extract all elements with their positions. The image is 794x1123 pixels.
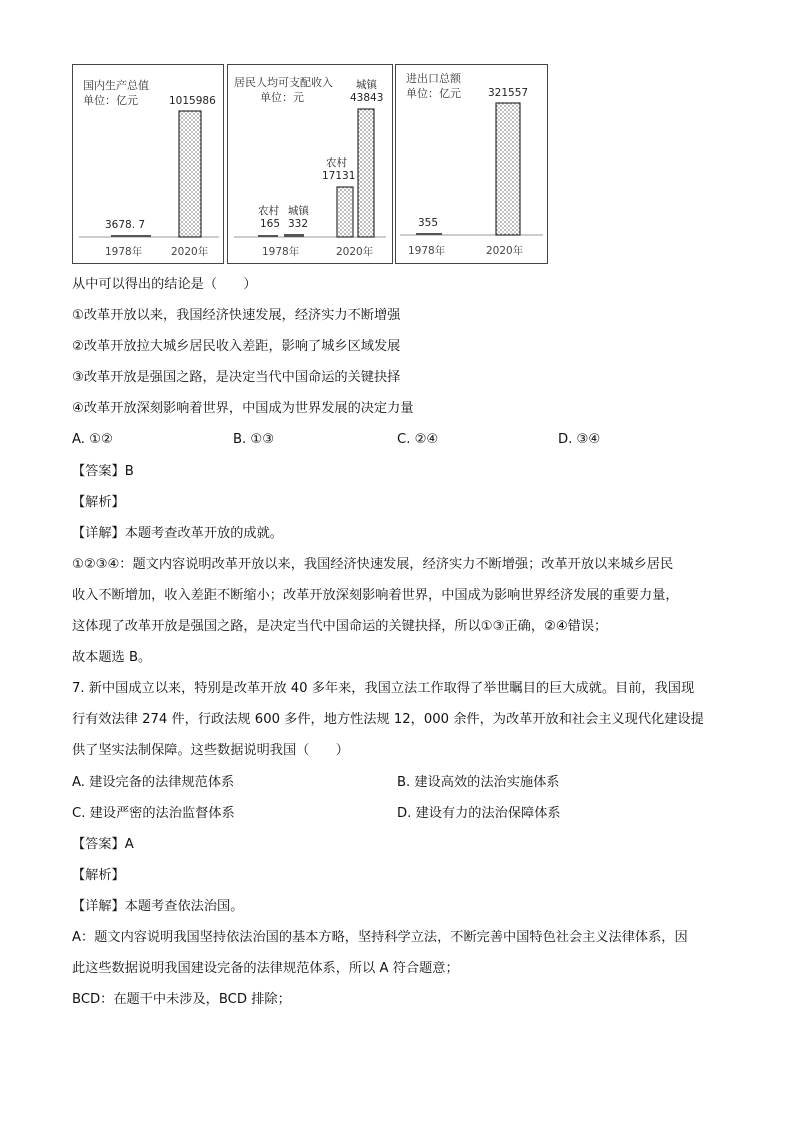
gdp-bar-2020 xyxy=(179,111,201,237)
q6-option-d: D. ③④ xyxy=(558,432,601,447)
q7-option-c: C. 建设严密的法治监督体系 xyxy=(72,806,235,821)
q6-statement-4: ④改革开放深刻影响着世界，中国成为世界发展的决定力量 xyxy=(72,401,414,416)
income-value-urban-2020: 43843 xyxy=(350,92,384,104)
gdp-value-1978: 3678. 7 xyxy=(105,219,146,231)
q6-stem: 从中可以得出的结论是（ ） xyxy=(72,277,257,292)
statistics-charts xyxy=(72,64,548,266)
q6-conclusion: 故本题选 B。 xyxy=(72,650,152,665)
income-label-rural-2020: 农村 xyxy=(326,157,347,169)
gdp-x-1978: 1978年 xyxy=(105,246,143,258)
q6-option-a: A. ①② xyxy=(72,432,113,447)
q6-explanation-line-1: ①②③④：题文内容说明改革开放以来，我国经济快速发展，经济实力不断增强；改革开放以来城乡居民 xyxy=(72,557,674,572)
q6-detail: 【详解】本题考查改革开放的成就。 xyxy=(72,526,283,541)
trade-title: 进出口总额 xyxy=(406,72,461,85)
income-value-rural-2020: 17131 xyxy=(322,170,356,182)
income-title: 居民人均可支配收入 xyxy=(234,76,333,89)
income-x-2020: 2020年 xyxy=(336,246,374,258)
q6-explanation-line-2: 收入不断增加，收入差距不断缩小；改革开放深刻影响着世界，中国成为影响世界经济发展的重要力量， xyxy=(72,588,679,603)
trade-x-2020: 2020年 xyxy=(486,245,524,257)
income-bar-rural-1978 xyxy=(258,235,278,237)
q7-analysis-heading: 【解析】 xyxy=(72,868,125,883)
q6-answer: 【答案】B xyxy=(72,464,134,479)
income-value-urban-1978: 332 xyxy=(288,218,309,230)
trade-x-1978: 1978年 xyxy=(408,245,446,257)
income-bar-rural-2020 xyxy=(337,187,353,237)
q7-stem-line-3: 供了坚实法制保障。这些数据说明我国（ ） xyxy=(72,743,349,758)
income-value-rural-1978: 165 xyxy=(260,218,281,230)
q7-option-d: D. 建设有力的法治保障体系 xyxy=(397,806,561,821)
trade-value-2020: 321557 xyxy=(488,87,529,99)
income-label-urban-2020: 城镇 xyxy=(356,79,377,91)
income-unit: 单位：元 xyxy=(260,91,304,104)
trade-bar-1978 xyxy=(416,233,442,235)
trade-unit: 单位：亿元 xyxy=(406,87,461,100)
income-x-1978: 1978年 xyxy=(262,246,300,258)
q6-statement-3: ③改革开放是强国之路，是决定当代中国命运的关键抉择 xyxy=(72,370,401,385)
gdp-chart xyxy=(72,64,224,264)
gdp-value-2020: 1015986 xyxy=(169,95,216,107)
gdp-unit: 单位：亿元 xyxy=(83,94,138,107)
income-label-urban-1978: 城镇 xyxy=(288,205,309,217)
income-bar-urban-2020 xyxy=(358,109,374,237)
q6-analysis-heading: 【解析】 xyxy=(72,495,125,510)
trade-bar-2020 xyxy=(496,103,520,235)
q6-explanation-line-3: 这体现了改革开放是强国之路，是决定当代中国命运的关键抉择，所以①③正确，②④错误； xyxy=(72,619,608,634)
q7-answer: 【答案】A xyxy=(72,837,134,852)
q6-statement-1: ①改革开放以来，我国经济快速发展，经济实力不断增强 xyxy=(72,308,401,323)
q7-detail: 【详解】本题考查依法治国。 xyxy=(72,899,244,914)
q7-explanation-line-1: A：题文内容说明我国坚持依法治国的基本方略，坚持科学立法，不断完善中国特色社会主义法律体系，因 xyxy=(72,930,688,945)
gdp-x-2020: 2020年 xyxy=(171,246,209,258)
q7-explanation-line-2: 此这些数据说明我国建设完备的法律规范体系，所以 A 符合题意； xyxy=(72,961,459,976)
income-chart xyxy=(227,64,393,264)
q7-option-a: A. 建设完备的法律规范体系 xyxy=(72,775,235,790)
income-bar-urban-1978 xyxy=(284,234,304,237)
income-label-rural-1978: 农村 xyxy=(258,205,279,217)
q7-option-b: B. 建设高效的法治实施体系 xyxy=(397,775,560,790)
trade-value-1978: 355 xyxy=(418,217,439,229)
q6-option-c: C. ②④ xyxy=(397,432,439,447)
q7-explanation-line-3: BCD：在题干中未涉及，BCD 排除； xyxy=(72,992,291,1007)
gdp-bar-1978 xyxy=(111,235,151,237)
q6-statement-2: ②改革开放拉大城乡居民收入差距，影响了城乡区域发展 xyxy=(72,339,401,354)
q7-stem-line-1: 7. 新中国成立以来，特别是改革开放 40 多年来，我国立法工作取得了举世瞩目的巨大成就。目前，我国现 xyxy=(72,681,695,696)
gdp-title: 国内生产总值 xyxy=(83,79,149,92)
trade-chart xyxy=(395,64,548,264)
q6-option-b: B. ①③ xyxy=(233,432,275,447)
q7-stem-line-2: 行有效法律 274 件，行政法规 600 多件，地方性法规 12，000 余件，为改革开放和社会主义现代化建设提 xyxy=(72,712,704,727)
